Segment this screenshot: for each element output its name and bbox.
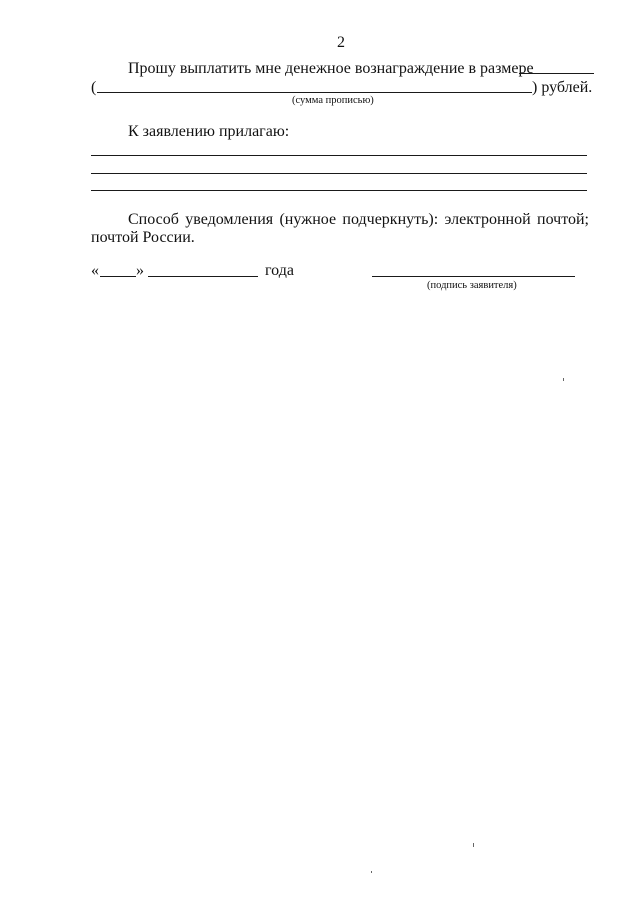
amount-words-caption: (сумма прописью) bbox=[292, 95, 374, 106]
scan-speck bbox=[371, 871, 372, 873]
amount-words-line bbox=[97, 92, 532, 93]
date-day-line bbox=[100, 276, 136, 277]
rubles-suffix: ) рублей. bbox=[532, 79, 593, 96]
scan-speck bbox=[563, 378, 564, 381]
notification-method-line1 bbox=[128, 211, 589, 229]
date-month-line bbox=[148, 276, 258, 277]
notification-method-text: Способ уведомления (нужное подчеркнуть): электронной почтой; bbox=[128, 211, 589, 228]
page-number: 2 bbox=[337, 34, 345, 51]
payment-request-text: Прошу выплатить мне денежное вознаграждение в размере bbox=[128, 60, 534, 77]
scan-speck bbox=[473, 843, 474, 847]
open-paren: ( bbox=[91, 79, 97, 96]
amount-digits-line bbox=[519, 73, 594, 74]
attachment-line-2 bbox=[91, 173, 587, 174]
attachment-line-3 bbox=[91, 190, 587, 191]
signature-caption: (подпись заявителя) bbox=[427, 280, 517, 291]
attachments-label: К заявлению прилагаю: bbox=[128, 123, 290, 140]
year-word: года bbox=[265, 262, 294, 279]
date-close-quote: » bbox=[136, 262, 144, 279]
notification-method-line2: почтой России. bbox=[91, 229, 195, 246]
signature-line bbox=[372, 276, 575, 277]
attachment-line-1 bbox=[91, 155, 587, 156]
date-open-quote: « bbox=[91, 262, 99, 279]
